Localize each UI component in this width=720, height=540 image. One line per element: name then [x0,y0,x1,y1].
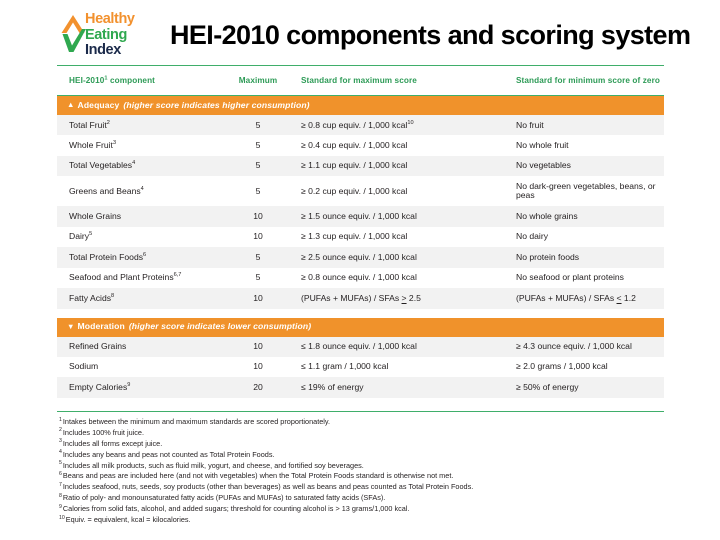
footnote-list [59,418,679,527]
cell-maximum-score: 10 [227,227,289,247]
table-row [57,357,664,377]
footnote-3 [59,440,679,447]
footnote-marker: 10 [59,514,65,521]
table-row [57,135,664,155]
component-header-superscript: 1 [104,75,108,82]
cell-component: Whole Fruit$^3$ [57,135,227,155]
column-header-standard-minimum: Standard for minimum score of zero [494,66,664,96]
cell-standard-minimum: ≥ 4.3 ounce equiv. / 1,000 kcal [494,337,664,357]
section-header-cell [57,96,664,116]
cell-component: Total Vegetables$^4$ [57,156,227,176]
cell-maximum-score: 5 [227,247,289,267]
logo-word-healthy: Healthy [85,11,135,27]
footnote-4 [59,451,679,458]
column-header-maximum: Maximum [227,66,289,96]
cell-standard-minimum: ≥ 2.0 grams / 1,000 kcal [494,357,664,377]
cell-standard-minimum: No protein foods [494,247,664,267]
cell-standard-maximum: ≥ 0.4 cup equiv. / 1,000 kcal [289,135,494,155]
table-head [57,66,664,96]
footnote-8 [59,494,679,501]
column-header-standard-maximum: Standard for maximum score [289,66,494,96]
slide-header [0,0,720,62]
footnote-marker: 3 [59,438,62,445]
footnote-marker: 4 [59,449,62,456]
footnote-marker: 8 [59,492,62,499]
footnote-marker: 5 [59,460,62,467]
table-row [57,156,664,176]
section-arrow-icon: ▲ [67,100,75,110]
footnote-text: Ratio of poly- and monounsaturated fatty acids (PUFAs and MUFAs) to saturated fatty acids (SFAs). [62,493,386,503]
footnote-divider [57,411,664,412]
cell-maximum-score: 20 [227,377,289,397]
logo-wordmark [85,11,135,58]
cell-standard-maximum: (PUFAs + MUFAs) / SFAs > 2.5 [289,288,494,308]
logo-word-index: Index [85,42,121,58]
footnote-text: Includes any beans and peas not counted as Total Protein Foods. [62,449,275,459]
cell-component: Sodium [57,357,227,377]
page-title: HEI-2010 components and scoring system [170,20,691,50]
cell-maximum-score: 10 [227,357,289,377]
column-header-component: HEI-2010$^1$ component [57,66,227,96]
table-row [57,176,664,206]
section-spacer [57,309,664,318]
cell-maximum-score: 10 [227,337,289,357]
table-row [57,115,664,135]
cell-standard-minimum: No whole fruit [494,135,664,155]
table-row [57,247,664,267]
cell-standard-maximum: ≥ 0.8 ounce equiv. / 1,000 kcal [289,268,494,288]
cell-standard-maximum: ≤ 1.1 gram / 1,000 kcal [289,357,494,377]
footnote-7 [59,483,679,490]
hei-table-container [57,65,664,398]
table-row [57,206,664,226]
cell-standard-maximum: ≥ 0.8 cup equiv. / 1,000 kcal$^{10}$ [289,115,494,135]
cell-component: Refined Grains [57,337,227,357]
footnote-10 [59,516,679,523]
table-body [57,96,664,398]
logo-marks [60,11,86,59]
cell-component: Seafood and Plant Proteins$^{6,7}$ [57,268,227,288]
cell-standard-maximum: ≥ 2.5 ounce equiv. / 1,000 kcal [289,247,494,267]
footnote-1 [59,418,679,425]
footnote-text: Includes all milk products, such as fluid milk, yogurt, and cheese, and fortified soy beverages. [62,460,364,470]
cell-standard-minimum: No dairy [494,227,664,247]
footnote-text: Intakes between the minimum and maximum standards are scored proportionately. [62,417,331,426]
table-row [57,288,664,308]
hei-components-table [57,65,664,398]
cell-component: Fatty Acids$^8$ [57,288,227,308]
cell-component: Dairy$^5$ [57,227,227,247]
cell-maximum-score: 5 [227,135,289,155]
section-header-adequacy [57,96,664,116]
section-header-cell [57,318,664,337]
table-header-row [57,66,664,96]
cell-standard-minimum: No vegetables [494,156,664,176]
cell-standard-minimum: No whole grains [494,206,664,226]
cell-standard-minimum: No fruit [494,115,664,135]
logo-word-eating: Eating [85,26,127,43]
footnote-5 [59,462,679,469]
cell-standard-maximum: ≥ 0.2 cup equiv. / 1,000 kcal [289,176,494,206]
cell-maximum-score: 5 [227,176,289,206]
footnote-2 [59,429,679,436]
section-note: (higher score indicates higher consumption) [123,99,310,110]
footnote-6 [59,472,679,479]
cell-maximum-score: 5 [227,115,289,135]
footnote-marker: 2 [59,427,62,434]
section-name: Moderation [77,321,125,332]
cell-maximum-score: 5 [227,268,289,288]
cell-standard-maximum: ≥ 1.1 cup equiv. / 1,000 kcal [289,156,494,176]
table-row [57,227,664,247]
footnote-text: Beans and peas are included here (and not with vegetables) when the Total Protein Foods standard is otherwise not met. [62,471,454,481]
footnote-marker: 9 [59,503,62,510]
cell-maximum-score: 10 [227,206,289,226]
section-name: Adequacy [77,99,120,110]
footnote-text: Includes 100% fruit juice. [62,427,145,437]
cell-maximum-score: 5 [227,156,289,176]
cell-maximum-score: 10 [227,288,289,308]
footnote-9 [59,505,679,512]
section-note: (higher score indicates lower consumption) [128,321,312,332]
spacer-cell [57,309,664,318]
cell-standard-maximum: ≥ 1.5 ounce equiv. / 1,000 kcal [289,206,494,226]
cell-component: Total Fruit$^2$ [57,115,227,135]
footnote-text: Equiv. = equivalent, kcal = kilocalories. [65,515,191,525]
section-header-moderation [57,318,664,337]
cell-component: Total Protein Foods$^6$ [57,247,227,267]
cell-standard-maximum: ≤ 19% of energy [289,377,494,397]
cell-component: Whole Grains [57,206,227,226]
section-arrow-icon: ▼ [67,321,75,331]
footnote-marker: 7 [59,481,62,488]
cell-standard-minimum: No seafood or plant proteins [494,268,664,288]
table-row [57,377,664,397]
table-row [57,268,664,288]
cell-standard-maximum: ≤ 1.8 ounce equiv. / 1,000 kcal [289,337,494,357]
cell-standard-minimum: (PUFAs + MUFAs) / SFAs < 1.2 [494,288,664,308]
footnote-text: Calories from solid fats, alcohol, and added sugars; threshold for counting alcohol is > 13 grams/1,000 kcal. [62,504,410,514]
footnote-text: Includes all forms except juice. [62,438,163,448]
cell-standard-minimum: No dark-green vegetables, beans, or peas [494,176,664,206]
cell-standard-maximum: ≥ 1.3 cup equiv. / 1,000 kcal [289,227,494,247]
cell-standard-minimum: ≥ 50% of energy [494,377,664,397]
cell-component: Empty Calories$^9$ [57,377,227,397]
check-mark-icon [61,28,87,54]
cell-component: Greens and Beans$^4$ [57,176,227,206]
footnote-marker: 1 [59,416,62,423]
healthy-eating-index-logo [60,11,166,61]
table-row [57,337,664,357]
footnote-text: Includes seafood, nuts, seeds, soy products (other than beverages) as well as beans and peas counted as Total Protein Foods. [62,482,474,492]
footnote-marker: 6 [59,471,62,478]
